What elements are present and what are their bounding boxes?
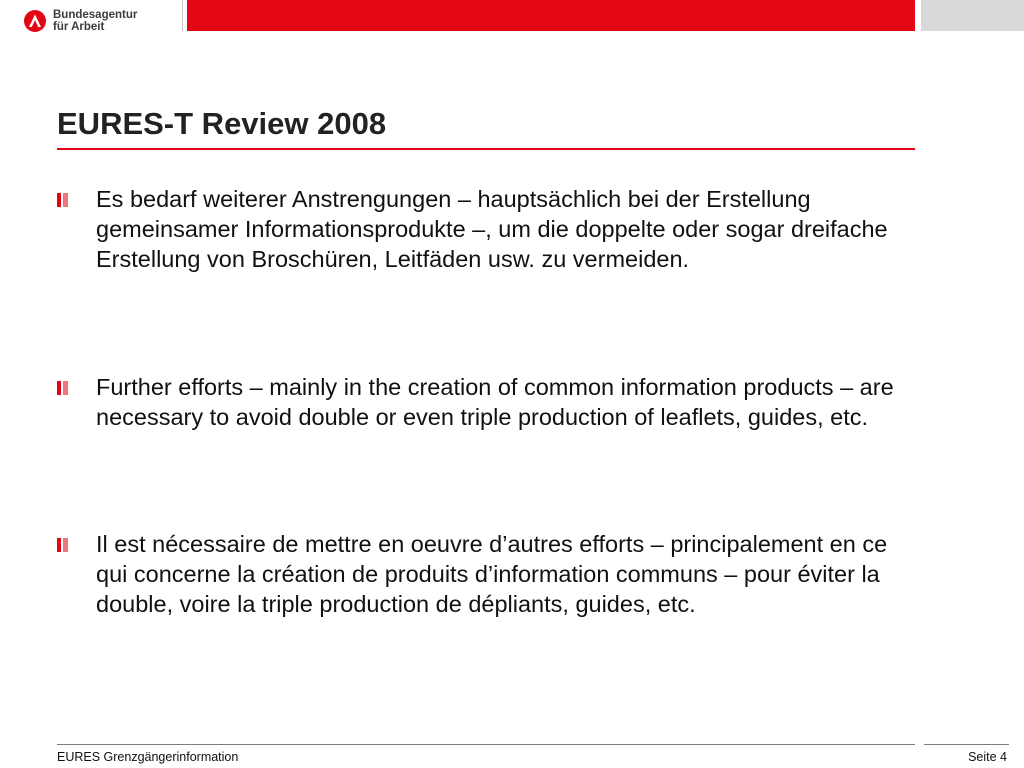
page-number: Seite 4 [968,750,1007,764]
bullet-marker-icon [57,538,71,552]
logo-text [53,9,137,34]
bullet-text: Es bedarf weiterer Anstrengungen – hauptsächlich bei der Erstellung gemeinsamer Informationsprodukte –, um die doppelte oder sogar dreifache Erstellung von Broschüren, Leitfäden usw. zu vermeiden. [96,186,888,272]
bullet-item-english [57,372,917,432]
footer-divider-left [57,744,915,745]
bullet-text: Further efforts – mainly in the creation of common information products – are necessary to avoid double or even triple production of leaflets, guides, etc. [96,374,894,430]
bullet-item-german [57,184,917,274]
title-underline [57,148,915,150]
footer-source-label: EURES Grenzgängerinformation [57,750,239,764]
bundesagentur-logo [24,6,137,36]
header-divider [182,0,183,31]
bullet-text: Il est nécessaire de mettre en oeuvre d’autres efforts – principalement en ce qui concerne la création de produits d’information communs – pour éviter la double, voire la triple production de dépliants, guides, etc. [96,531,888,617]
logo-line-2: für Arbeit [53,21,105,33]
bundesagentur-logo-mark-icon [24,10,46,32]
logo-line-1: Bundesagentur [53,8,138,21]
header-grey-banner [921,0,1024,31]
slide-title: EURES-T Review 2008 [57,106,387,141]
header-red-banner [187,0,915,31]
bullet-marker-icon [57,193,71,207]
bullet-marker-icon [57,381,71,395]
footer-divider-right [924,744,1009,745]
bullet-item-french [57,529,917,619]
